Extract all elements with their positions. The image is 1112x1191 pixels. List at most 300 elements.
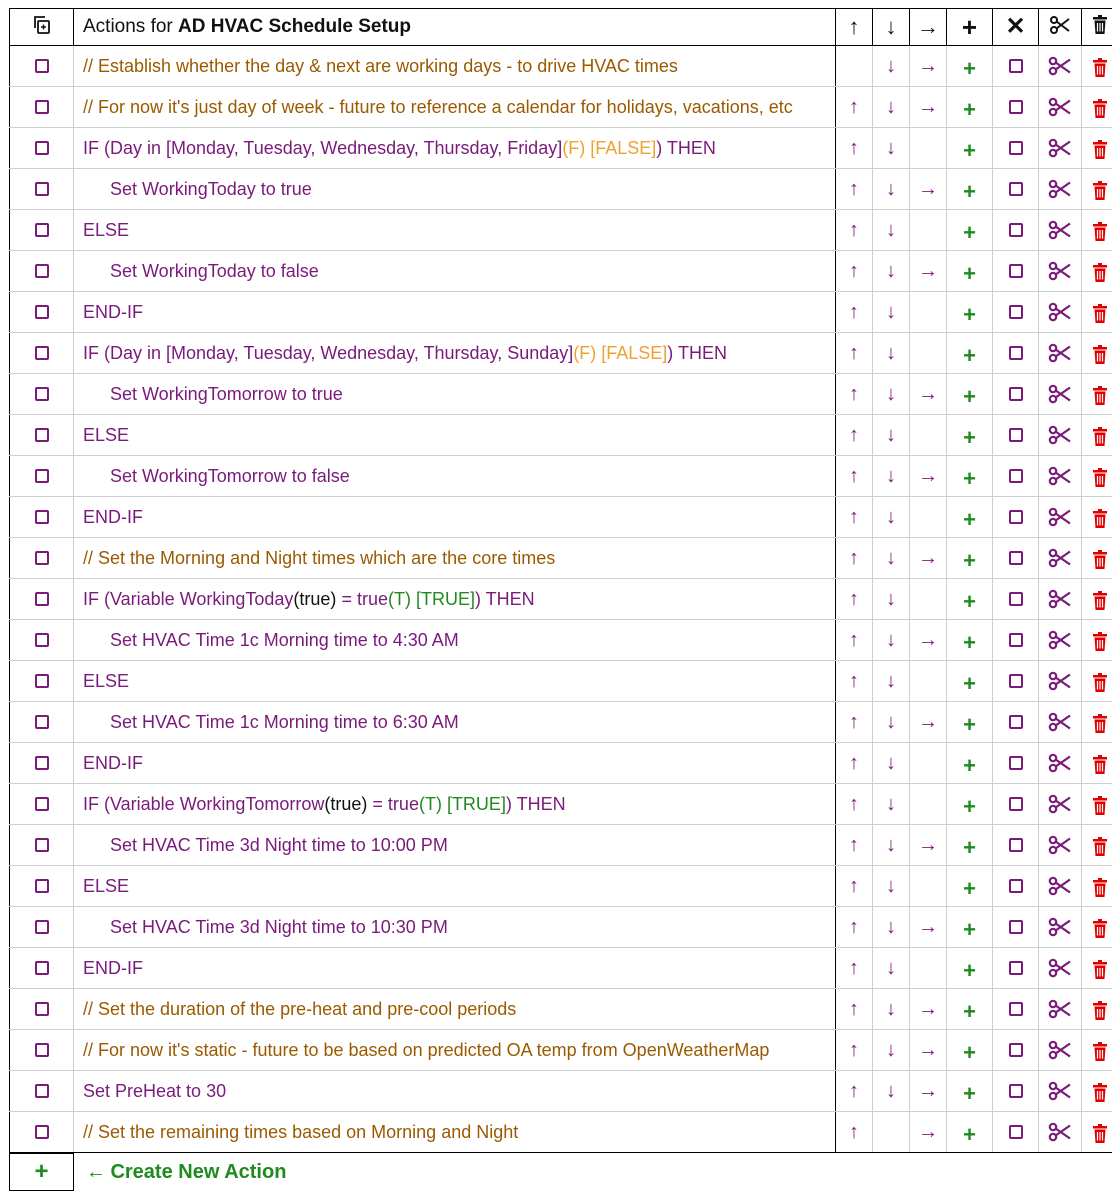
add-button[interactable] <box>947 907 993 948</box>
delete-button[interactable] <box>1082 456 1112 497</box>
move-down-button[interactable] <box>873 702 910 743</box>
move-down-button[interactable] <box>873 169 910 210</box>
action-text-cell[interactable] <box>74 1112 836 1153</box>
header-trash-icon[interactable] <box>1082 9 1112 46</box>
cut-button[interactable] <box>1039 620 1082 661</box>
header-indent-icon[interactable]: → <box>910 9 947 46</box>
indent-button[interactable] <box>910 907 947 948</box>
move-down-button[interactable] <box>873 415 910 456</box>
delete-button[interactable] <box>1082 620 1112 661</box>
move-up-button[interactable] <box>836 210 873 251</box>
move-up-button[interactable] <box>836 661 873 702</box>
arrow-down-icon: ↓ <box>886 1039 896 1061</box>
select-button[interactable] <box>993 579 1039 620</box>
select-button[interactable] <box>993 415 1039 456</box>
action-row <box>10 784 1112 825</box>
add-button[interactable] <box>947 538 993 579</box>
move-up-button[interactable] <box>836 702 873 743</box>
header-title <box>74 9 836 46</box>
move-down-button[interactable] <box>873 948 910 989</box>
move-up-button[interactable] <box>836 620 873 661</box>
row-checkbox[interactable] <box>35 346 49 360</box>
arrow-up-icon: ↑ <box>849 998 859 1020</box>
cut-button[interactable] <box>1039 579 1082 620</box>
move-up-button[interactable] <box>836 251 873 292</box>
add-button[interactable] <box>947 46 993 87</box>
cut-button[interactable] <box>1039 907 1082 948</box>
action-text-cell[interactable] <box>74 169 836 210</box>
move-down-button[interactable] <box>873 743 910 784</box>
select-button[interactable] <box>993 1030 1039 1071</box>
delete-button[interactable] <box>1082 538 1112 579</box>
cut-button[interactable] <box>1039 456 1082 497</box>
select-button[interactable] <box>993 743 1039 784</box>
action-text-cell[interactable] <box>74 415 836 456</box>
add-button[interactable] <box>947 825 993 866</box>
cut-button[interactable] <box>1039 825 1082 866</box>
select-button[interactable] <box>993 907 1039 948</box>
add-button[interactable] <box>947 333 993 374</box>
action-text-cell[interactable] <box>74 702 836 743</box>
move-up-button[interactable] <box>836 743 873 784</box>
add-button[interactable] <box>947 743 993 784</box>
row-checkbox[interactable] <box>35 920 49 934</box>
delete-button[interactable] <box>1082 251 1112 292</box>
add-button[interactable] <box>947 128 993 169</box>
move-up-button[interactable] <box>836 292 873 333</box>
row-checkbox[interactable] <box>35 1084 49 1098</box>
move-down-button[interactable] <box>873 46 910 87</box>
row-checkbox[interactable] <box>35 715 49 729</box>
action-text-part: IF (Variable WorkingTomorrow <box>83 794 324 814</box>
delete-button[interactable] <box>1082 1071 1112 1112</box>
row-checkbox[interactable] <box>35 1043 49 1057</box>
row-checkbox[interactable] <box>35 797 49 811</box>
select-button[interactable] <box>993 87 1039 128</box>
row-checkbox[interactable] <box>35 264 49 278</box>
scissors-icon <box>1048 793 1072 815</box>
action-text-part: IF (Day in [Monday, Tuesday, Wednesday, Thursday, Sunday] <box>83 343 573 363</box>
row-select-cell <box>10 1112 74 1153</box>
move-down-button[interactable] <box>873 292 910 333</box>
action-text-cell[interactable] <box>74 661 836 702</box>
cut-button[interactable] <box>1039 702 1082 743</box>
move-down-button[interactable] <box>873 87 910 128</box>
select-button[interactable] <box>993 866 1039 907</box>
move-up-button[interactable] <box>836 333 873 374</box>
action-text-cell[interactable] <box>74 333 836 374</box>
indent-button[interactable] <box>910 374 947 415</box>
indent-button[interactable] <box>910 1071 947 1112</box>
delete-button[interactable] <box>1082 907 1112 948</box>
move-down-button[interactable] <box>873 456 910 497</box>
action-text-part: Set WorkingToday to true <box>110 179 312 199</box>
plus-icon: + <box>963 220 976 245</box>
row-checkbox[interactable] <box>35 387 49 401</box>
row-checkbox[interactable] <box>35 551 49 565</box>
action-text-cell[interactable] <box>74 825 836 866</box>
row-select-cell <box>10 251 74 292</box>
action-text-cell[interactable] <box>74 784 836 825</box>
delete-button[interactable] <box>1082 989 1112 1030</box>
select-button[interactable] <box>993 702 1039 743</box>
plus-icon: + <box>963 507 976 532</box>
move-up-button[interactable] <box>836 907 873 948</box>
move-up-button[interactable] <box>836 1071 873 1112</box>
move-up-button[interactable] <box>836 87 873 128</box>
row-select-cell <box>10 292 74 333</box>
row-select-cell <box>10 825 74 866</box>
add-button[interactable] <box>947 374 993 415</box>
indent-button[interactable] <box>910 702 947 743</box>
row-checkbox[interactable] <box>35 510 49 524</box>
move-up-button[interactable] <box>836 169 873 210</box>
add-button[interactable] <box>947 169 993 210</box>
move-up-button[interactable] <box>836 456 873 497</box>
row-checkbox[interactable] <box>35 182 49 196</box>
move-down-button[interactable] <box>873 1030 910 1071</box>
action-text-cell[interactable] <box>74 948 836 989</box>
trash-icon <box>1092 591 1108 611</box>
action-text-cell[interactable] <box>74 579 836 620</box>
add-button[interactable] <box>947 989 993 1030</box>
scissors-icon <box>1048 260 1072 282</box>
move-down-button[interactable] <box>873 374 910 415</box>
indent-button[interactable] <box>910 620 947 661</box>
move-up-button[interactable] <box>836 579 873 620</box>
action-row <box>10 661 1112 702</box>
add-button[interactable] <box>947 87 993 128</box>
action-text-cell[interactable] <box>74 866 836 907</box>
create-plus-button[interactable]: + <box>10 1154 74 1191</box>
select-button[interactable] <box>993 825 1039 866</box>
select-button[interactable] <box>993 128 1039 169</box>
select-button[interactable] <box>993 784 1039 825</box>
trash-icon <box>1092 304 1108 324</box>
cut-button[interactable] <box>1039 87 1082 128</box>
cut-button[interactable] <box>1039 415 1082 456</box>
cut-button[interactable] <box>1039 46 1082 87</box>
row-checkbox[interactable] <box>35 100 49 114</box>
move-down-button[interactable] <box>873 866 910 907</box>
plus-icon: + <box>963 630 976 655</box>
move-down-button[interactable] <box>873 620 910 661</box>
move-up-button[interactable] <box>836 948 873 989</box>
move-down-button[interactable] <box>873 128 910 169</box>
cut-button[interactable] <box>1039 743 1082 784</box>
select-button[interactable] <box>993 1071 1039 1112</box>
action-text-cell[interactable] <box>74 374 836 415</box>
delete-button[interactable] <box>1082 210 1112 251</box>
indent-button[interactable] <box>910 169 947 210</box>
action-text-cell[interactable] <box>74 989 836 1030</box>
checkbox-icon <box>1009 838 1023 852</box>
add-button[interactable] <box>947 661 993 702</box>
action-text-part: ) THEN <box>506 794 566 814</box>
row-checkbox[interactable] <box>35 1125 49 1139</box>
select-button[interactable] <box>993 538 1039 579</box>
row-select-cell <box>10 128 74 169</box>
indent-button[interactable] <box>910 825 947 866</box>
add-button[interactable] <box>947 210 993 251</box>
delete-button[interactable] <box>1082 579 1112 620</box>
action-text-cell[interactable] <box>74 128 836 169</box>
select-button[interactable] <box>993 989 1039 1030</box>
row-checkbox[interactable] <box>35 1002 49 1016</box>
indent-button[interactable] <box>910 1030 947 1071</box>
move-down-button[interactable] <box>873 989 910 1030</box>
add-button[interactable] <box>947 1112 993 1153</box>
select-button[interactable] <box>993 292 1039 333</box>
indent-button <box>910 210 947 251</box>
cut-button[interactable] <box>1039 292 1082 333</box>
move-up-button[interactable] <box>836 866 873 907</box>
row-checkbox[interactable] <box>35 756 49 770</box>
cut-button[interactable] <box>1039 948 1082 989</box>
action-text-cell[interactable] <box>74 497 836 538</box>
add-button[interactable] <box>947 497 993 538</box>
move-up-button[interactable] <box>836 374 873 415</box>
row-checkbox[interactable] <box>35 59 49 73</box>
delete-button[interactable] <box>1082 169 1112 210</box>
move-down-button[interactable] <box>873 333 910 374</box>
indent-button[interactable] <box>910 251 947 292</box>
indent-button[interactable] <box>910 46 947 87</box>
checkbox-icon <box>1009 920 1023 934</box>
add-button[interactable] <box>947 620 993 661</box>
delete-button[interactable] <box>1082 702 1112 743</box>
move-down-button[interactable] <box>873 538 910 579</box>
row-select-cell <box>10 46 74 87</box>
select-button[interactable] <box>993 620 1039 661</box>
action-row <box>10 87 1112 128</box>
plus-icon: + <box>963 712 976 737</box>
cut-button[interactable] <box>1039 251 1082 292</box>
select-button[interactable] <box>993 169 1039 210</box>
row-checkbox[interactable] <box>35 633 49 647</box>
cut-button[interactable] <box>1039 128 1082 169</box>
row-checkbox[interactable] <box>35 674 49 688</box>
cut-button[interactable] <box>1039 661 1082 702</box>
cut-button[interactable] <box>1039 784 1082 825</box>
select-button[interactable] <box>993 948 1039 989</box>
arrow-up-icon: ↑ <box>849 383 859 405</box>
arrow-up-icon: ↑ <box>849 342 859 364</box>
trash-icon <box>1092 181 1108 201</box>
checkbox-icon <box>1009 100 1023 114</box>
cut-button[interactable] <box>1039 1071 1082 1112</box>
select-button[interactable] <box>993 46 1039 87</box>
add-button[interactable] <box>947 1030 993 1071</box>
add-button[interactable] <box>947 292 993 333</box>
delete-button[interactable] <box>1082 1030 1112 1071</box>
select-button[interactable] <box>993 1112 1039 1153</box>
action-row <box>10 1030 1112 1071</box>
delete-button[interactable] <box>1082 415 1112 456</box>
checkbox-icon <box>1009 59 1023 73</box>
delete-button[interactable] <box>1082 825 1112 866</box>
create-new-action-link[interactable] <box>74 1154 1107 1191</box>
move-up-button[interactable] <box>836 825 873 866</box>
move-down-button[interactable] <box>873 210 910 251</box>
row-select-cell <box>10 497 74 538</box>
arrow-down-icon: ↓ <box>886 875 896 897</box>
move-up-button[interactable] <box>836 497 873 538</box>
copy-all-icon[interactable] <box>10 9 74 46</box>
trash-icon <box>1092 222 1108 242</box>
plus-icon: + <box>963 425 976 450</box>
delete-button[interactable] <box>1082 743 1112 784</box>
action-text-cell[interactable] <box>74 292 836 333</box>
arrow-up-icon: ↑ <box>849 629 859 651</box>
action-text-part: IF (Variable WorkingToday <box>83 589 293 609</box>
delete-button[interactable] <box>1082 784 1112 825</box>
delete-button[interactable] <box>1082 866 1112 907</box>
row-checkbox[interactable] <box>35 428 49 442</box>
trash-icon <box>1092 1124 1108 1144</box>
move-up-button[interactable] <box>836 1112 873 1153</box>
row-checkbox[interactable] <box>35 305 49 319</box>
plus-icon: + <box>963 548 976 573</box>
cut-button[interactable] <box>1039 169 1082 210</box>
indent-button[interactable] <box>910 538 947 579</box>
move-down-button[interactable] <box>873 907 910 948</box>
move-down-button[interactable] <box>873 579 910 620</box>
header-move-down-icon[interactable]: ↓ <box>873 9 910 46</box>
scissors-icon <box>1048 957 1072 979</box>
cut-button[interactable] <box>1039 538 1082 579</box>
move-up-button[interactable] <box>836 538 873 579</box>
header-add-icon[interactable]: + <box>947 9 993 46</box>
add-button[interactable] <box>947 1071 993 1112</box>
checkbox-icon <box>1009 223 1023 237</box>
select-button[interactable] <box>993 251 1039 292</box>
arrow-down-icon: ↓ <box>886 260 896 282</box>
row-checkbox[interactable] <box>35 592 49 606</box>
action-text-part: = true <box>336 589 388 609</box>
add-button[interactable] <box>947 251 993 292</box>
delete-button[interactable] <box>1082 948 1112 989</box>
cut-button[interactable] <box>1039 1112 1082 1153</box>
header-move-up-icon[interactable]: ↑ <box>836 9 873 46</box>
add-button[interactable] <box>947 784 993 825</box>
action-text-part: Set HVAC Time 3d Night time to 10:00 PM <box>110 835 448 855</box>
arrow-down-icon: ↓ <box>886 506 896 528</box>
delete-button[interactable] <box>1082 46 1112 87</box>
plus-icon: + <box>963 794 976 819</box>
delete-button[interactable] <box>1082 87 1112 128</box>
action-text-cell[interactable] <box>74 87 836 128</box>
move-down-button[interactable] <box>873 784 910 825</box>
action-row <box>10 1071 1112 1112</box>
action-text-cell[interactable] <box>74 538 836 579</box>
action-text-cell[interactable] <box>74 1030 836 1071</box>
scissors-icon <box>1048 506 1072 528</box>
header-close-icon[interactable]: ✕ <box>993 9 1039 46</box>
row-select-cell <box>10 333 74 374</box>
move-up-button[interactable] <box>836 415 873 456</box>
row-checkbox[interactable] <box>35 879 49 893</box>
indent-button[interactable] <box>910 989 947 1030</box>
row-checkbox[interactable] <box>35 961 49 975</box>
row-checkbox[interactable] <box>35 223 49 237</box>
action-text-cell[interactable] <box>74 907 836 948</box>
plus-icon: + <box>963 302 976 327</box>
cut-button[interactable] <box>1039 989 1082 1030</box>
add-button[interactable] <box>947 456 993 497</box>
move-down-button[interactable] <box>873 825 910 866</box>
action-text-cell[interactable] <box>74 210 836 251</box>
plus-icon: + <box>963 138 976 163</box>
move-up-button[interactable] <box>836 989 873 1030</box>
scissors-icon <box>1049 14 1071 36</box>
cut-button[interactable] <box>1039 210 1082 251</box>
plus-icon: + <box>963 917 976 942</box>
add-button[interactable] <box>947 866 993 907</box>
delete-button[interactable] <box>1082 292 1112 333</box>
cut-button[interactable] <box>1039 374 1082 415</box>
action-text-cell[interactable] <box>74 251 836 292</box>
row-select-cell <box>10 620 74 661</box>
indent-button[interactable] <box>910 456 947 497</box>
action-text-cell[interactable] <box>74 743 836 784</box>
move-up-button[interactable] <box>836 784 873 825</box>
create-new-action-label: Create New Action <box>110 1161 286 1183</box>
row-checkbox[interactable] <box>35 469 49 483</box>
select-button[interactable] <box>993 374 1039 415</box>
select-button[interactable] <box>993 661 1039 702</box>
cut-button[interactable] <box>1039 333 1082 374</box>
trash-icon <box>1092 140 1108 160</box>
move-down-button[interactable] <box>873 251 910 292</box>
cut-button[interactable] <box>1039 497 1082 538</box>
delete-button[interactable] <box>1082 1112 1112 1153</box>
cut-button[interactable] <box>1039 866 1082 907</box>
row-checkbox[interactable] <box>35 141 49 155</box>
move-down-button[interactable] <box>873 661 910 702</box>
select-button[interactable] <box>993 497 1039 538</box>
action-text-cell[interactable] <box>74 620 836 661</box>
move-up-button[interactable] <box>836 128 873 169</box>
indent-button[interactable] <box>910 1112 947 1153</box>
move-down-button[interactable] <box>873 497 910 538</box>
select-button[interactable] <box>993 333 1039 374</box>
select-button[interactable] <box>993 456 1039 497</box>
indent-button <box>910 497 947 538</box>
cut-button[interactable] <box>1039 1030 1082 1071</box>
add-button[interactable] <box>947 415 993 456</box>
action-text-part: Set HVAC Time 1c Morning time to 6:30 AM <box>110 712 459 732</box>
select-button[interactable] <box>993 210 1039 251</box>
header-cut-icon[interactable] <box>1039 9 1082 46</box>
delete-button[interactable] <box>1082 374 1112 415</box>
scissors-icon <box>1048 875 1072 897</box>
action-text-cell[interactable] <box>74 456 836 497</box>
delete-button[interactable] <box>1082 497 1112 538</box>
add-button[interactable] <box>947 948 993 989</box>
indent-button[interactable] <box>910 87 947 128</box>
delete-button[interactable] <box>1082 333 1112 374</box>
row-checkbox[interactable] <box>35 838 49 852</box>
action-text-cell[interactable] <box>74 46 836 87</box>
add-button[interactable] <box>947 702 993 743</box>
delete-button[interactable] <box>1082 661 1112 702</box>
action-text-cell[interactable] <box>74 1071 836 1112</box>
move-down-button[interactable] <box>873 1071 910 1112</box>
move-up-button[interactable] <box>836 1030 873 1071</box>
delete-button[interactable] <box>1082 128 1112 169</box>
add-button[interactable] <box>947 579 993 620</box>
